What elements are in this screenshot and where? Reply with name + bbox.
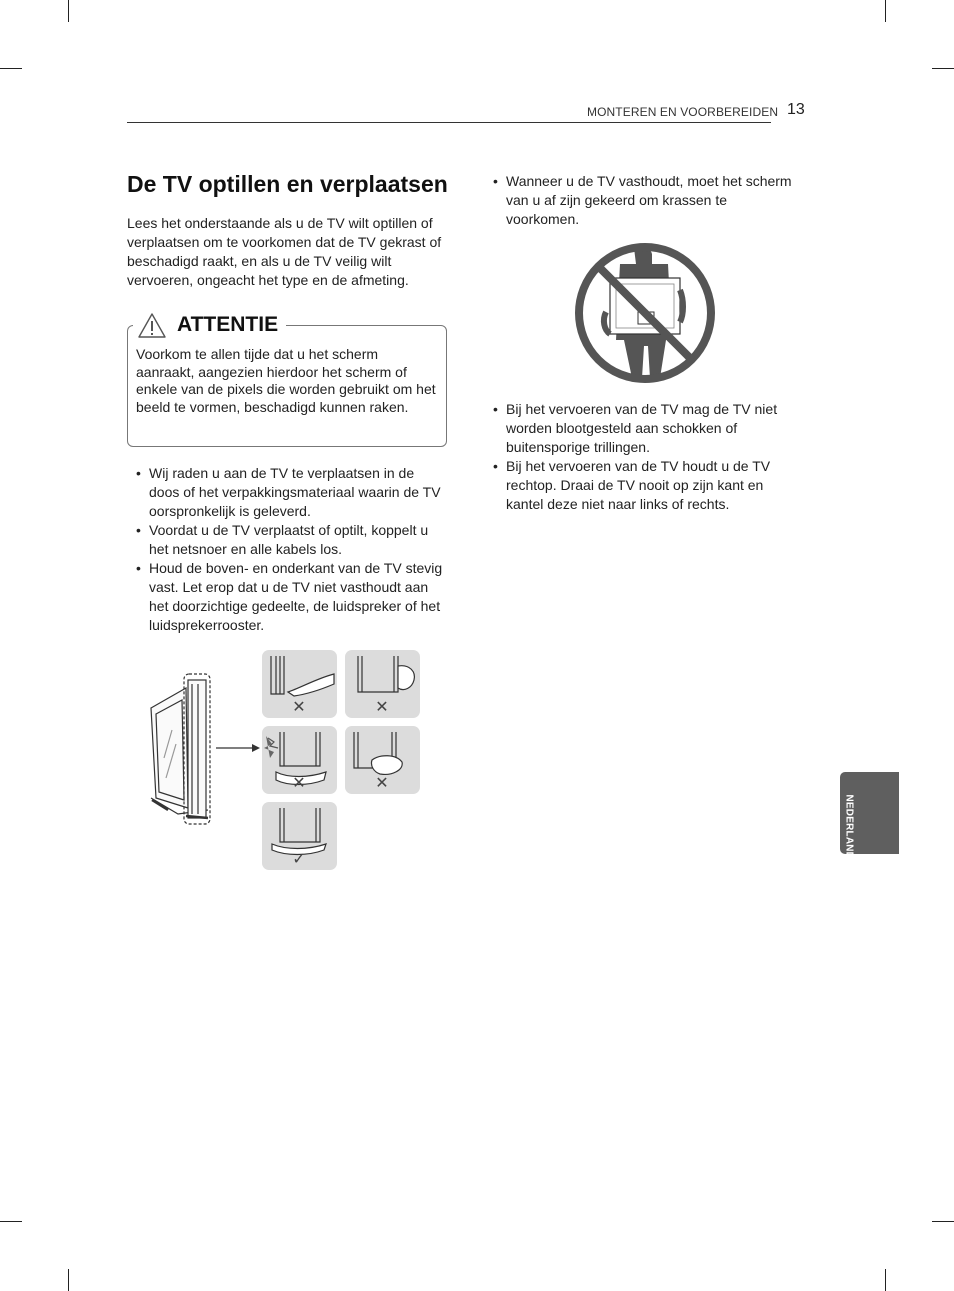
header-divider [127,122,771,123]
tv-grip-illustration [148,648,424,872]
crop-mark [68,0,69,22]
list-item: • Bij het vervoeren van de TV mag de TV niet worden blootgesteld aan schokken of buitensporige trillingen. [493,400,793,457]
caution-header [133,310,286,340]
grip-panel [345,650,420,718]
warning-triangle-icon [137,312,167,339]
crop-mark [932,68,954,69]
right-bullet-list-top [493,172,793,229]
arrow-right-icon [216,744,260,752]
crop-mark [932,1221,954,1222]
caution-text: Voorkom te allen tijde dat u het scherm aanraakt, aangezien hierdoor het scherm of enkele van de pixels die worden gebruikt om het beeld te vormen, beschadigd kunnen raken. [136,346,436,415]
crop-mark [68,1269,69,1291]
tv-bezel-profile [184,674,210,824]
page-number: 13 [787,101,805,118]
page-title: De TV optillen en verplaatsen [127,171,448,197]
right-bullet-list-bottom [493,400,793,514]
grip-panel [262,650,337,718]
left-bullet-list [136,464,446,635]
grip-panel-mark: ✕ [292,773,306,792]
section-label: MONTEREN EN VOORBEREIDEN [587,105,779,119]
crop-mark [0,1221,22,1222]
prohibited-carry-illustration [572,240,718,386]
list-item: • Wanneer u de TV vasthoudt, moet het scherm van u af zijn gekeerd om krassen te voorkomen. [493,172,793,229]
list-item: • Bij het vervoeren van de TV houdt u de TV rechtop. Draai de TV nooit op zijn kant en kantel deze niet naar links of rechts. [493,457,793,514]
grip-panel [262,726,337,794]
grip-panel-mark: ✕ [375,697,389,716]
crop-mark [885,0,886,22]
grip-panel [262,802,337,870]
list-item: • Houd de boven- en onderkant van de TV stevig vast. Let erop dat u de TV niet vasthoudt aan het doorzichtige gedeelte, de luidspreker of het luidsprekerrooster. [136,559,446,635]
crop-mark [885,1269,886,1291]
grip-panel-mark: ✕ [292,697,306,716]
grip-panel-mark: ✓ [292,849,306,868]
list-item: • Voordat u de TV verplaatst of optilt, koppelt u het netsnoer en alle kabels los. [136,521,446,559]
crop-mark [0,68,22,69]
grip-panel-mark: ✕ [375,773,389,792]
list-item: • Wij raden u aan de TV te verplaatsen in de doos of het verpakkingsmateriaal waarin de TV oorspronkelijk is geleverd. [136,464,446,521]
language-tab-label [844,795,855,829]
caution-title: ATTENTIE [177,313,279,336]
intro-paragraph: Lees het onderstaande als u de TV wilt optillen of verplaatsen om te voorkomen dat de TV gekrast of beschadigd raakt, en als u de TV veilig wilt vervoeren, ongeacht het type en de afmeting. [127,215,442,288]
grip-panel [345,726,420,794]
